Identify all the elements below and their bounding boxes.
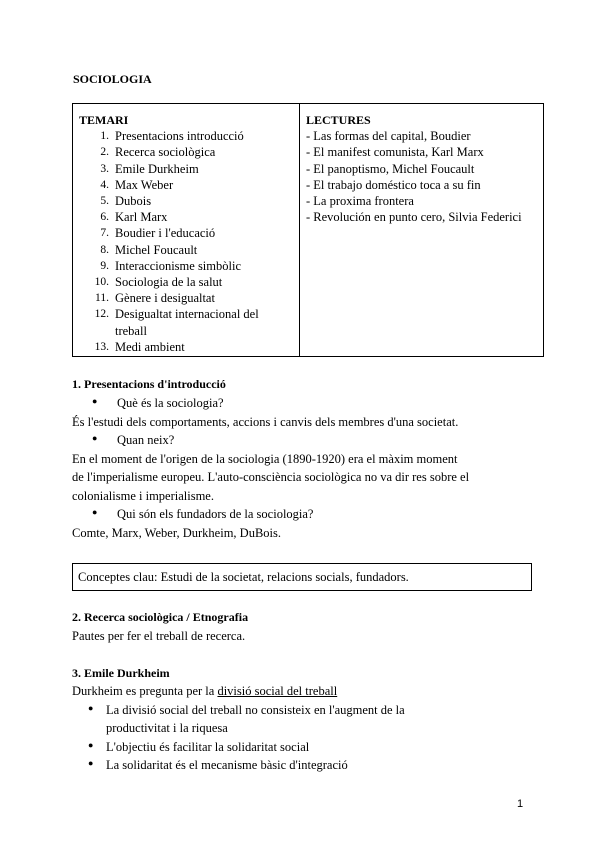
topic-number: 8. (100, 243, 109, 256)
question-text: Quan neix? (117, 433, 175, 447)
section-3-bullet-1 (88, 703, 405, 718)
section-1-answer-2-line-3: colonialisme i imperialisme. (72, 489, 214, 503)
section-3-intro-prefix: Durkheim es pregunta per la (72, 684, 218, 698)
question-text: Què és la sociologia? (117, 396, 224, 410)
section-1-answer-3: Comte, Marx, Weber, Durkheim, DuBois. (72, 526, 281, 540)
section-1-title: 1. Presentacions d'introducció (72, 377, 226, 391)
topic-label: Emile Durkheim (115, 161, 199, 176)
topic-item (79, 161, 293, 177)
section-2-text: Pautes per fer el treball de recerca. (72, 629, 246, 643)
topic-label: Gènere i desigualtat (115, 291, 215, 306)
topic-number: 13. (94, 340, 109, 353)
bullet-icon: ● (88, 703, 94, 713)
reading-item: - Las formas del capital, Boudier (306, 129, 471, 144)
section-3-intro-link: divisió social del treball (217, 684, 338, 698)
key-concepts-box (72, 563, 532, 591)
topic-item (79, 290, 293, 306)
section-2-title: 2. Recerca sociològica / Etnografia (72, 610, 249, 624)
question-text: Qui són els fundadors de la sociologia? (117, 507, 314, 521)
topic-label: Michel Foucault (115, 242, 198, 257)
topic-number: 6. (100, 211, 109, 224)
reading-item: - La proxima frontera (306, 194, 414, 209)
topic-item (79, 144, 293, 160)
bullet-text: L'objectiu és facilitar la solidaritat social (106, 740, 310, 754)
section-3-intro (72, 684, 337, 699)
bullet-icon: ● (92, 396, 98, 406)
topic-item (79, 274, 293, 290)
topics-header: TEMARI (79, 113, 129, 127)
topic-number: 3. (100, 162, 109, 175)
topic-label: Karl Marx (115, 210, 168, 225)
topic-number: 10. (94, 276, 109, 289)
readings-column (300, 104, 544, 357)
topic-label: Medi ambient (115, 339, 185, 354)
topics-column (73, 104, 300, 357)
topic-label: Desigualtat internacional del treball (115, 307, 259, 338)
topic-label: Recerca sociològica (115, 145, 216, 160)
section-1-question-1 (92, 396, 224, 411)
topic-label: Boudier i l'educació (115, 226, 216, 241)
readings-list (306, 128, 537, 225)
topic-label: Dubois (115, 194, 152, 209)
topic-item (79, 209, 293, 225)
section-1-question-3 (92, 507, 313, 522)
topic-item (79, 193, 293, 209)
topic-item (79, 306, 293, 338)
document-title: SOCIOLOGIA (73, 72, 152, 86)
bullet-icon: ● (92, 507, 98, 517)
section-1-answer-1: És l'estudi dels comportaments, accions i canvis dels membres d'una societat. (72, 415, 459, 429)
bullet-text: La solidaritat és el mecanisme bàsic d'integració (106, 758, 348, 772)
reading-item: - El panoptismo, Michel Foucault (306, 161, 475, 176)
topic-number: 5. (100, 195, 109, 208)
topic-item (79, 339, 293, 355)
syllabus-table (72, 103, 544, 357)
section-1-answer-2-line-2: de l'imperialisme europeu. L'auto-consciència sociològica no va dir res sobre el (72, 470, 470, 484)
section-3-bullet-3 (88, 758, 348, 773)
section-3-bullet-2 (88, 740, 309, 755)
topic-number: 2. (100, 146, 109, 159)
topic-number: 11. (95, 292, 109, 305)
topic-label: Interaccionisme simbòlic (115, 258, 242, 273)
reading-item: - El manifest comunista, Karl Marx (306, 145, 484, 160)
readings-header: LECTURES (306, 113, 371, 127)
reading-item: - El trabajo doméstico toca a su fin (306, 177, 481, 192)
topic-item (79, 258, 293, 274)
reading-item: - Revolución en punto cero, Silvia Federici (306, 210, 522, 225)
section-3-bullet-1-continuation: productivitat i la riquesa (106, 721, 228, 735)
topic-number: 4. (100, 178, 109, 191)
bullet-icon: ● (88, 758, 94, 768)
bullet-icon: ● (88, 740, 94, 750)
topic-item (79, 225, 293, 241)
topic-item (79, 242, 293, 258)
page-number: 1 (517, 798, 524, 810)
bullet-text: La divisió social del treball no consisteix en l'augment de la (106, 703, 405, 717)
topic-label: Sociologia de la salut (115, 275, 223, 290)
bullet-icon: ● (92, 433, 98, 443)
section-1-answer-2-line-1: En el moment de l'origen de la sociologia (1890-1920) era el màxim moment (72, 452, 458, 466)
topic-number: 7. (100, 227, 109, 240)
topic-label: Presentacions introducció (115, 129, 244, 144)
topics-list (79, 128, 293, 355)
section-1-question-2 (92, 433, 174, 448)
section-3-title: 3. Emile Durkheim (72, 666, 170, 680)
topic-number: 9. (100, 259, 109, 272)
key-concepts-text: Conceptes clau: Estudi de la societat, relacions socials, fundadors. (78, 570, 409, 584)
topic-item (79, 128, 293, 144)
topic-number: 1. (100, 130, 109, 143)
topic-item (79, 177, 293, 193)
topic-label: Max Weber (115, 177, 174, 192)
topic-number: 12. (94, 308, 109, 321)
